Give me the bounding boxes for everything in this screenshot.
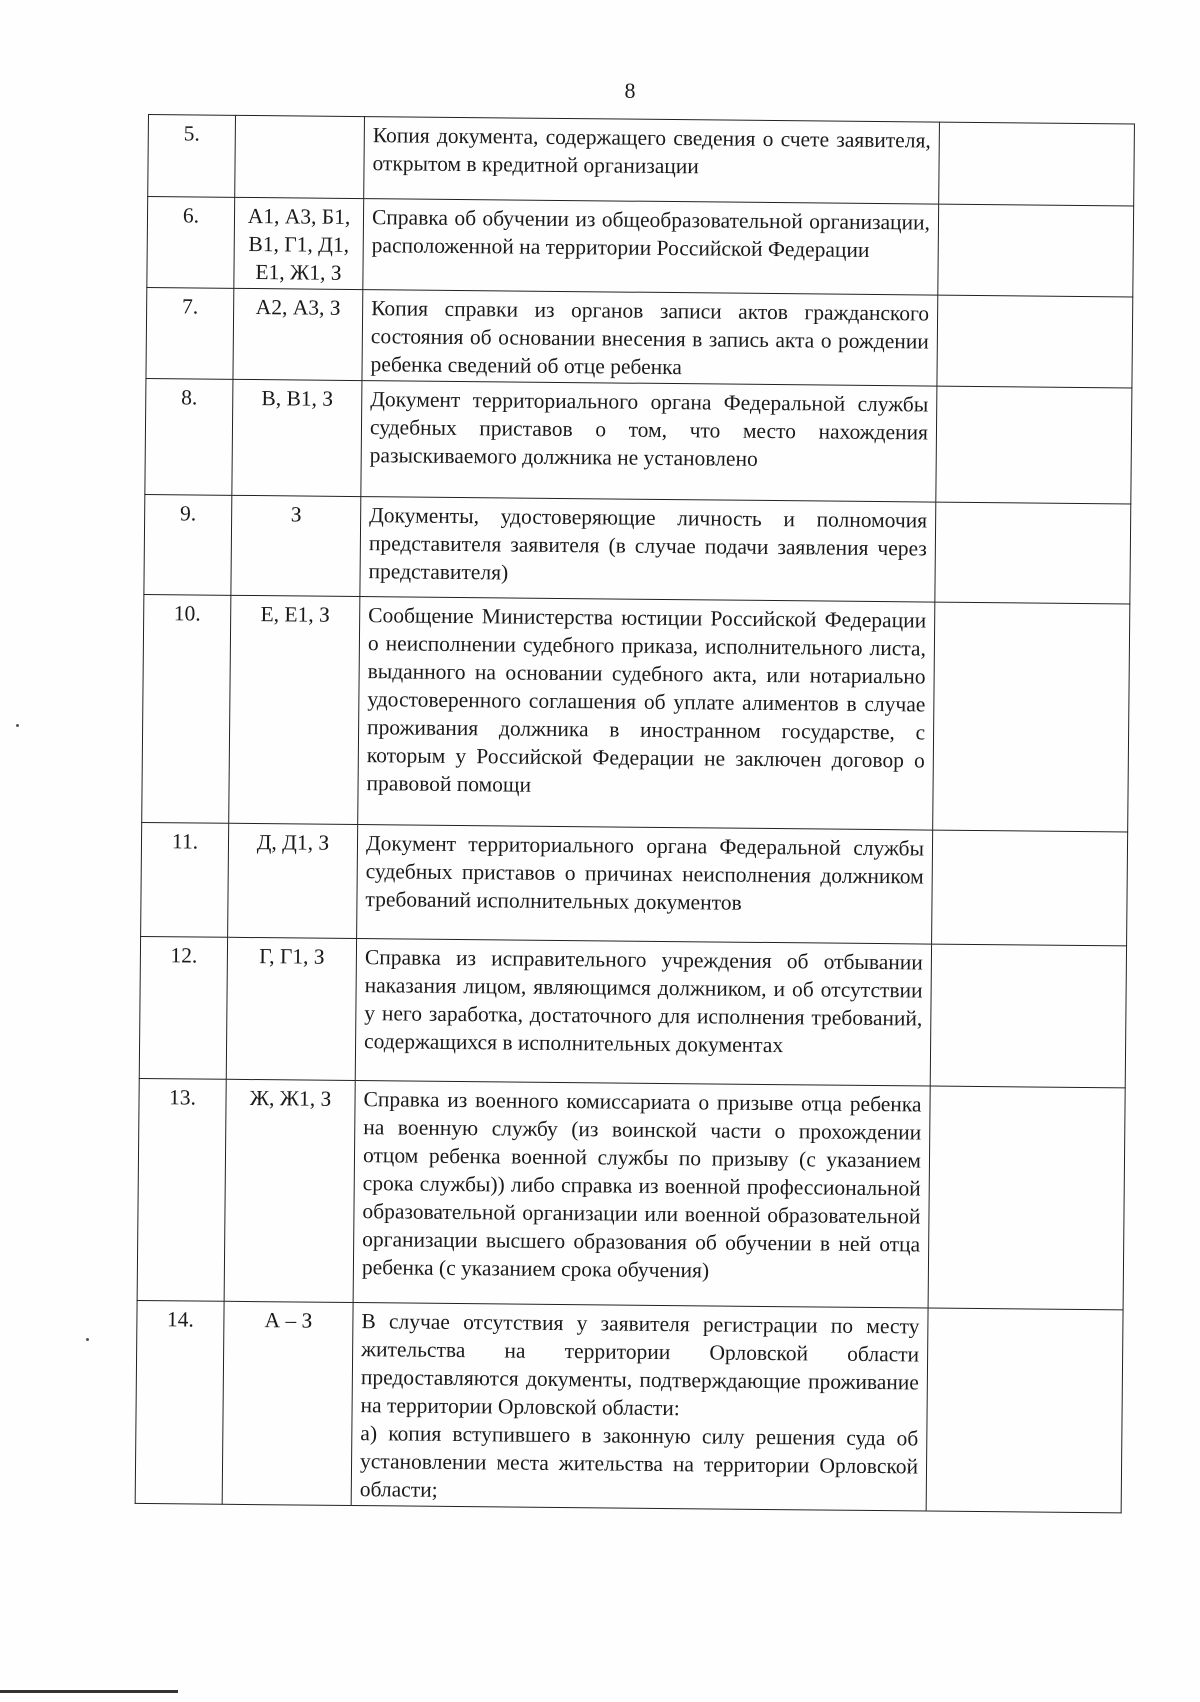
- category-codes: В, В1, З: [232, 379, 362, 496]
- scan-speck: [16, 724, 19, 727]
- category-codes: Ж, Ж1, З: [224, 1079, 355, 1302]
- document-description: Сообщение Министерства юстиции Российской Федерации о неисполнении судебного приказа, исполнительного листа, выданного на основании судебного акта, или нотариально удостоверенного соглашения об уплате алиментов в случае проживания должника в иностранном государстве, с которым у Российской Федерации не заключен договор о правовой помощи: [358, 597, 935, 831]
- empty-cell: [930, 944, 1126, 1088]
- category-codes: [235, 115, 365, 198]
- category-codes: З: [231, 495, 361, 596]
- empty-cell: [938, 204, 1134, 297]
- empty-cell: [928, 1086, 1125, 1310]
- category-codes: Г, Г1, З: [226, 937, 356, 1080]
- document-subitem: а) копия вступившего в законную силу решения суда об установлении места жительства на территории Орловской области;: [359, 1421, 919, 1502]
- scan-edge-line: [0, 1690, 178, 1693]
- empty-cell: [926, 1308, 1123, 1513]
- document-description: Справка об обучении из общеобразовательной организации, расположенной на территории Российской Федерации: [363, 199, 939, 296]
- table-row: [147, 197, 1134, 297]
- empty-cell: [933, 602, 1130, 832]
- category-codes: А1, А3, Б1, В1, Г1, Д1, Е1, Ж1, З: [234, 197, 364, 289]
- document-description: Копия справки из органов записи актов гражданского состояния об основании внесения в запись акта о рождении ребенка сведений об отце ребенка: [362, 290, 938, 387]
- document-description-main: В случае отсутствия у заявителя регистрации по месту жительства на территории Орловской области предоставляются документы, подтверждающие проживание на территории Орловской области:: [360, 1309, 920, 1421]
- empty-cell: [939, 122, 1135, 206]
- documents-table: [135, 114, 1135, 1513]
- empty-cell: [937, 295, 1133, 388]
- document-description: Документы, удостоверяющие личность и полномочия представителя заявителя (в случае подачи заявления через представителя): [360, 497, 936, 603]
- row-number: 10.: [142, 594, 231, 823]
- category-codes: Е, Е1, З: [229, 595, 360, 824]
- table-row: [139, 936, 1126, 1087]
- empty-cell: [936, 386, 1132, 504]
- row-number: 7.: [146, 287, 234, 379]
- document-description: Документ территориального органа Федеральной службы судебных приставов о том, что место нахождения разыскиваемого должника не установлено: [361, 381, 937, 503]
- category-codes: А – З: [222, 1301, 353, 1505]
- category-codes: А2, А3, З: [233, 288, 363, 380]
- documents-table-wrapper: [135, 114, 1066, 1513]
- table-row: [146, 287, 1133, 387]
- table-row: [142, 594, 1130, 831]
- table-row: [137, 1078, 1125, 1309]
- row-number: 11.: [141, 822, 229, 937]
- document-description: Документ территориального органа Федеральной службы судебных приставов о причинах неисполнения должником требований исполнительных документов: [357, 825, 933, 945]
- document-description: Справка из исправительного учреждения об отбывании наказания лицом, являющимся должником, и об отсутствии у него заработка, достаточного для исполнения требований, содержащихся в исполнительных документах: [355, 939, 931, 1087]
- row-number: 6.: [147, 197, 235, 289]
- table-row: [141, 822, 1128, 945]
- empty-cell: [932, 830, 1128, 946]
- row-number: 5.: [148, 115, 236, 198]
- table-row: [135, 1300, 1123, 1512]
- table-row: [144, 494, 1131, 603]
- document-description: [351, 1303, 928, 1512]
- table-row: [148, 115, 1135, 206]
- document-description: Копия документа, содержащего сведения о счете заявителя, открытом в кредитной организации: [364, 117, 940, 205]
- table-row: [145, 378, 1132, 503]
- row-number: 14.: [135, 1300, 224, 1504]
- row-number: 13.: [137, 1078, 226, 1301]
- row-number: 12.: [139, 936, 227, 1079]
- category-codes: Д, Д1, З: [228, 823, 358, 938]
- page-number: 8: [624, 78, 636, 103]
- document-description: Справка из военного комиссариата о призыве отца ребенка на военную службу (из воинской части о прохождении отцом ребенка военной службы по призыву (с указанием срока службы)) либо справка из военной профессиональной образовательной организации или военной образовательной организации высшего образования об обучении в ней отца ребенка (с указанием срока обучения): [353, 1081, 930, 1309]
- row-number: 8.: [145, 378, 233, 495]
- scan-speck: [86, 1338, 89, 1341]
- empty-cell: [935, 502, 1131, 604]
- row-number: 9.: [144, 494, 232, 595]
